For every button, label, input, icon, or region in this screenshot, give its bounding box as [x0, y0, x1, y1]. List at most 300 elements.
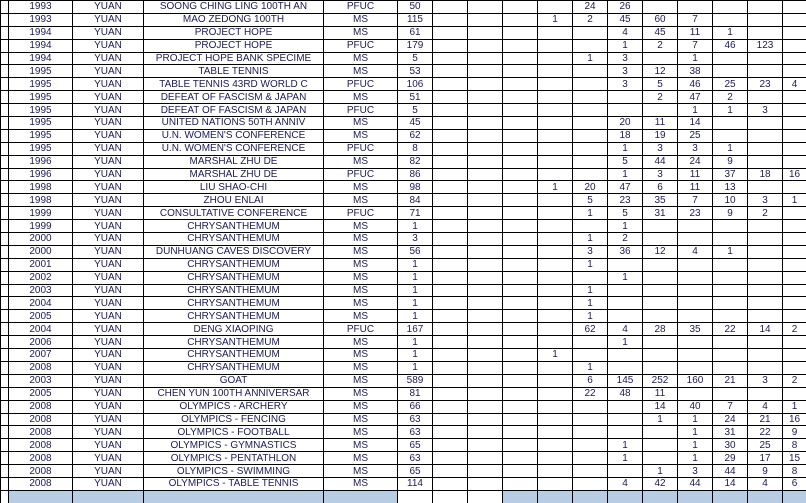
cell-grade[interactable]: MS — [324, 194, 398, 207]
cell-value[interactable]: 3 — [608, 65, 643, 78]
cell-value[interactable]: 25 — [678, 129, 713, 142]
cell-value[interactable] — [433, 297, 468, 310]
cell-value[interactable]: 21 — [748, 413, 783, 426]
cell-year[interactable]: 2008 — [9, 400, 73, 413]
cell-value[interactable]: 4 — [608, 477, 643, 490]
cell-year[interactable]: 1993 — [9, 1, 73, 14]
cell-value[interactable] — [678, 1, 713, 14]
cell-value[interactable]: 17 — [748, 452, 783, 465]
selection-sliver-cell[interactable] — [713, 490, 748, 503]
cell-count[interactable]: 86 — [398, 168, 433, 181]
cell-value[interactable] — [608, 297, 643, 310]
cell-value[interactable]: 160 — [678, 374, 713, 387]
selection-sliver-cell[interactable] — [608, 490, 643, 503]
cell-value[interactable] — [748, 1, 783, 14]
cell-value[interactable] — [468, 452, 503, 465]
cell-grade[interactable]: MS — [324, 233, 398, 246]
cell-value[interactable] — [608, 91, 643, 104]
cell-unit[interactable]: YUAN — [73, 52, 144, 65]
cell-value[interactable]: 20 — [573, 181, 608, 194]
cell-year[interactable]: 1993 — [9, 13, 73, 26]
cell-count[interactable]: 53 — [398, 65, 433, 78]
cell-value[interactable] — [468, 271, 503, 284]
cell-value[interactable]: 62 — [573, 323, 608, 336]
cell-value[interactable] — [503, 439, 538, 452]
cell-value[interactable]: 1 — [608, 220, 643, 233]
cell-description[interactable]: DENG XIAOPING — [144, 323, 324, 336]
cell-value[interactable]: 1 — [573, 297, 608, 310]
cell-value[interactable] — [538, 220, 573, 233]
cell-value[interactable] — [503, 194, 538, 207]
cell-value[interactable]: 21 — [713, 374, 748, 387]
cell-grade[interactable]: MS — [324, 258, 398, 271]
cell-value[interactable]: 14 — [643, 400, 678, 413]
cell-value[interactable]: 23 — [748, 78, 783, 91]
cell-value[interactable]: 3 — [748, 374, 783, 387]
cell-unit[interactable]: YUAN — [73, 168, 144, 181]
cell-value[interactable] — [468, 129, 503, 142]
cell-count[interactable]: 62 — [398, 129, 433, 142]
cell-value[interactable] — [503, 220, 538, 233]
cell-value[interactable] — [573, 426, 608, 439]
cell-grade[interactable]: MS — [324, 361, 398, 374]
cell-unit[interactable]: YUAN — [73, 310, 144, 323]
cell-value[interactable] — [783, 271, 806, 284]
cell-unit[interactable]: YUAN — [73, 336, 144, 349]
cell-value[interactable] — [643, 349, 678, 362]
cell-unit[interactable]: YUAN — [73, 452, 144, 465]
cell-value[interactable] — [573, 452, 608, 465]
cell-value[interactable] — [573, 26, 608, 39]
cell-value[interactable] — [748, 129, 783, 142]
cell-value[interactable]: 2 — [643, 91, 678, 104]
cell-value[interactable] — [573, 477, 608, 490]
cell-value[interactable] — [608, 465, 643, 478]
cell-value[interactable] — [783, 155, 806, 168]
cell-value[interactable] — [643, 426, 678, 439]
cell-unit[interactable]: YUAN — [73, 117, 144, 130]
cell-value[interactable] — [783, 26, 806, 39]
cell-value[interactable] — [538, 26, 573, 39]
cell-value[interactable] — [573, 465, 608, 478]
cell-value[interactable] — [713, 310, 748, 323]
cell-value[interactable]: 23 — [608, 194, 643, 207]
cell-value[interactable] — [468, 336, 503, 349]
cell-value[interactable] — [433, 310, 468, 323]
cell-year[interactable]: 1999 — [9, 207, 73, 220]
cell-grade[interactable]: MS — [324, 387, 398, 400]
cell-value[interactable] — [748, 142, 783, 155]
cell-value[interactable] — [468, 374, 503, 387]
cell-value[interactable]: 2 — [608, 233, 643, 246]
cell-count[interactable]: 98 — [398, 181, 433, 194]
cell-value[interactable]: 1 — [678, 426, 713, 439]
cell-description[interactable]: SOONG CHING LING 100TH AN — [144, 1, 324, 14]
cell-value[interactable] — [748, 245, 783, 258]
cell-value[interactable]: 19 — [643, 129, 678, 142]
cell-value[interactable] — [678, 258, 713, 271]
selection-sliver-cell[interactable] — [643, 490, 678, 503]
cell-value[interactable] — [538, 284, 573, 297]
cell-unit[interactable]: YUAN — [73, 387, 144, 400]
cell-value[interactable]: 1 — [678, 104, 713, 117]
cell-description[interactable]: CHEN YUN 100TH ANNIVERSAR — [144, 387, 324, 400]
cell-value[interactable]: 6 — [643, 181, 678, 194]
cell-value[interactable] — [503, 245, 538, 258]
cell-value[interactable]: 1 — [573, 52, 608, 65]
cell-value[interactable]: 1 — [713, 245, 748, 258]
cell-value[interactable] — [713, 361, 748, 374]
cell-value[interactable] — [503, 117, 538, 130]
cell-value[interactable]: 1 — [678, 413, 713, 426]
cell-value[interactable] — [643, 284, 678, 297]
cell-count[interactable]: 5 — [398, 104, 433, 117]
selection-sliver-cell[interactable] — [9, 490, 73, 503]
cell-value[interactable] — [643, 52, 678, 65]
cell-value[interactable] — [538, 477, 573, 490]
cell-value[interactable] — [748, 220, 783, 233]
cell-description[interactable]: GOAT — [144, 374, 324, 387]
selection-sliver-cell[interactable] — [783, 490, 806, 503]
cell-grade[interactable]: PFUC — [324, 142, 398, 155]
cell-year[interactable]: 2000 — [9, 233, 73, 246]
cell-value[interactable] — [468, 194, 503, 207]
cell-value[interactable]: 1 — [608, 439, 643, 452]
cell-value[interactable] — [713, 284, 748, 297]
cell-grade[interactable]: MS — [324, 349, 398, 362]
cell-value[interactable]: 6 — [783, 477, 806, 490]
cell-value[interactable] — [783, 233, 806, 246]
cell-description[interactable]: CONSULTATIVE CONFERENCE — [144, 207, 324, 220]
cell-description[interactable]: DEFEAT OF FASCISM & JAPAN — [144, 104, 324, 117]
cell-value[interactable] — [783, 142, 806, 155]
cell-year[interactable]: 1994 — [9, 52, 73, 65]
cell-value[interactable] — [503, 129, 538, 142]
cell-unit[interactable]: YUAN — [73, 1, 144, 14]
cell-value[interactable] — [783, 181, 806, 194]
cell-value[interactable] — [748, 233, 783, 246]
cell-value[interactable]: 11 — [678, 168, 713, 181]
cell-value[interactable] — [468, 349, 503, 362]
cell-value[interactable] — [503, 104, 538, 117]
cell-value[interactable]: 1 — [643, 413, 678, 426]
cell-value[interactable]: 14 — [678, 117, 713, 130]
cell-value[interactable] — [433, 155, 468, 168]
cell-value[interactable]: 2 — [713, 91, 748, 104]
cell-value[interactable] — [468, 413, 503, 426]
cell-value[interactable] — [643, 452, 678, 465]
cell-grade[interactable]: MS — [324, 155, 398, 168]
cell-value[interactable]: 35 — [678, 323, 713, 336]
cell-description[interactable]: U.N. WOMEN'S CONFERENCE — [144, 142, 324, 155]
cell-grade[interactable]: MS — [324, 129, 398, 142]
cell-value[interactable] — [573, 400, 608, 413]
cell-value[interactable]: 1 — [713, 142, 748, 155]
cell-value[interactable]: 3 — [608, 52, 643, 65]
cell-year[interactable]: 1995 — [9, 104, 73, 117]
cell-grade[interactable]: MS — [324, 284, 398, 297]
cell-count[interactable]: 50 — [398, 1, 433, 14]
cell-year[interactable]: 1998 — [9, 181, 73, 194]
cell-value[interactable] — [468, 477, 503, 490]
cell-count[interactable]: 1 — [398, 258, 433, 271]
cell-description[interactable]: CHRYSANTHEMUM — [144, 336, 324, 349]
cell-value[interactable] — [643, 361, 678, 374]
cell-description[interactable]: OLYMPICS - PENTATHLON — [144, 452, 324, 465]
cell-value[interactable] — [468, 13, 503, 26]
cell-value[interactable] — [783, 129, 806, 142]
cell-value[interactable] — [713, 1, 748, 14]
cell-value[interactable] — [433, 426, 468, 439]
cell-value[interactable] — [433, 39, 468, 52]
cell-value[interactable]: 2 — [573, 13, 608, 26]
cell-value[interactable] — [748, 181, 783, 194]
cell-value[interactable] — [643, 104, 678, 117]
cell-value[interactable] — [433, 400, 468, 413]
cell-value[interactable]: 3 — [643, 142, 678, 155]
cell-unit[interactable]: YUAN — [73, 129, 144, 142]
cell-unit[interactable]: YUAN — [73, 258, 144, 271]
cell-value[interactable] — [538, 336, 573, 349]
cell-description[interactable]: CHRYSANTHEMUM — [144, 258, 324, 271]
cell-value[interactable] — [538, 117, 573, 130]
cell-count[interactable]: 66 — [398, 400, 433, 413]
cell-value[interactable]: 15 — [783, 452, 806, 465]
cell-value[interactable] — [503, 310, 538, 323]
cell-year[interactable]: 2008 — [9, 477, 73, 490]
cell-description[interactable]: OLYMPICS - FOOTBALL — [144, 426, 324, 439]
cell-value[interactable]: 1 — [573, 284, 608, 297]
cell-value[interactable] — [503, 181, 538, 194]
cell-value[interactable]: 7 — [678, 194, 713, 207]
cell-value[interactable]: 13 — [713, 181, 748, 194]
cell-grade[interactable]: MS — [324, 181, 398, 194]
cell-value[interactable]: 20 — [608, 117, 643, 130]
cell-count[interactable]: 51 — [398, 91, 433, 104]
cell-count[interactable]: 179 — [398, 39, 433, 52]
cell-value[interactable]: 8 — [783, 439, 806, 452]
cell-count[interactable]: 1 — [398, 271, 433, 284]
cell-value[interactable]: 252 — [643, 374, 678, 387]
cell-count[interactable]: 167 — [398, 323, 433, 336]
cell-value[interactable] — [783, 220, 806, 233]
cell-value[interactable] — [468, 207, 503, 220]
cell-value[interactable] — [538, 129, 573, 142]
cell-value[interactable]: 1 — [643, 465, 678, 478]
cell-unit[interactable]: YUAN — [73, 220, 144, 233]
cell-grade[interactable]: MS — [324, 117, 398, 130]
cell-grade[interactable]: MS — [324, 426, 398, 439]
cell-count[interactable]: 61 — [398, 26, 433, 39]
cell-value[interactable] — [573, 271, 608, 284]
cell-value[interactable]: 29 — [713, 452, 748, 465]
cell-value[interactable]: 22 — [573, 387, 608, 400]
cell-value[interactable]: 24 — [573, 1, 608, 14]
cell-count[interactable]: 3 — [398, 233, 433, 246]
cell-value[interactable] — [748, 361, 783, 374]
cell-value[interactable]: 46 — [678, 78, 713, 91]
cell-value[interactable] — [783, 336, 806, 349]
selection-sliver-cell[interactable] — [538, 490, 573, 503]
cell-year[interactable]: 2008 — [9, 465, 73, 478]
cell-value[interactable]: 1 — [608, 452, 643, 465]
cell-value[interactable] — [503, 413, 538, 426]
cell-description[interactable]: OLYMPICS - GYMNASTICS — [144, 439, 324, 452]
cell-year[interactable]: 2003 — [9, 374, 73, 387]
cell-value[interactable] — [538, 1, 573, 14]
cell-year[interactable]: 2005 — [9, 310, 73, 323]
cell-value[interactable] — [503, 465, 538, 478]
cell-value[interactable] — [503, 233, 538, 246]
cell-count[interactable]: 56 — [398, 245, 433, 258]
cell-value[interactable]: 48 — [608, 387, 643, 400]
cell-year[interactable]: 1995 — [9, 78, 73, 91]
cell-value[interactable] — [783, 387, 806, 400]
cell-value[interactable] — [538, 465, 573, 478]
cell-value[interactable] — [503, 426, 538, 439]
cell-value[interactable] — [538, 194, 573, 207]
cell-description[interactable]: CHRYSANTHEMUM — [144, 233, 324, 246]
cell-value[interactable]: 3 — [748, 104, 783, 117]
cell-grade[interactable]: MS — [324, 400, 398, 413]
cell-description[interactable]: OLYMPICS - TABLE TENNIS — [144, 477, 324, 490]
cell-value[interactable] — [538, 452, 573, 465]
cell-description[interactable]: CHRYSANTHEMUM — [144, 284, 324, 297]
cell-value[interactable]: 3 — [678, 142, 713, 155]
cell-description[interactable]: CHRYSANTHEMUM — [144, 271, 324, 284]
cell-year[interactable]: 2008 — [9, 361, 73, 374]
cell-value[interactable] — [503, 168, 538, 181]
cell-count[interactable]: 106 — [398, 78, 433, 91]
cell-unit[interactable]: YUAN — [73, 413, 144, 426]
cell-value[interactable] — [433, 452, 468, 465]
cell-value[interactable]: 18 — [748, 168, 783, 181]
cell-value[interactable]: 4 — [678, 245, 713, 258]
cell-value[interactable] — [713, 349, 748, 362]
selection-sliver-cell[interactable] — [573, 490, 608, 503]
cell-count[interactable]: 1 — [398, 336, 433, 349]
cell-value[interactable] — [468, 142, 503, 155]
cell-grade[interactable]: MS — [324, 297, 398, 310]
cell-value[interactable] — [468, 297, 503, 310]
cell-value[interactable] — [503, 452, 538, 465]
cell-value[interactable] — [538, 245, 573, 258]
cell-description[interactable]: OLYMPICS - FENCING — [144, 413, 324, 426]
cell-description[interactable]: CHRYSANTHEMUM — [144, 310, 324, 323]
cell-description[interactable]: U.N. WOMEN'S CONFERENCE — [144, 129, 324, 142]
cell-value[interactable] — [468, 117, 503, 130]
cell-value[interactable] — [468, 387, 503, 400]
cell-value[interactable]: 1 — [713, 104, 748, 117]
cell-value[interactable] — [573, 168, 608, 181]
cell-value[interactable] — [538, 439, 573, 452]
cell-description[interactable]: ZHOU ENLAI — [144, 194, 324, 207]
cell-description[interactable]: UNITED NATIONS 50TH ANNIV — [144, 117, 324, 130]
selection-sliver-cell[interactable] — [468, 490, 503, 503]
cell-year[interactable]: 2008 — [9, 413, 73, 426]
cell-value[interactable] — [433, 284, 468, 297]
cell-value[interactable]: 38 — [678, 65, 713, 78]
cell-value[interactable]: 5 — [608, 207, 643, 220]
cell-value[interactable] — [643, 1, 678, 14]
cell-value[interactable] — [573, 91, 608, 104]
cell-value[interactable] — [748, 310, 783, 323]
cell-description[interactable]: PROJECT HOPE BANK SPECIME — [144, 52, 324, 65]
cell-value[interactable] — [573, 78, 608, 91]
cell-value[interactable] — [538, 52, 573, 65]
selection-sliver-cell[interactable] — [144, 490, 324, 503]
cell-value[interactable] — [433, 465, 468, 478]
cell-year[interactable]: 1998 — [9, 194, 73, 207]
cell-value[interactable]: 42 — [643, 477, 678, 490]
cell-value[interactable] — [573, 117, 608, 130]
cell-value[interactable]: 10 — [713, 194, 748, 207]
cell-value[interactable] — [783, 91, 806, 104]
cell-value[interactable]: 1 — [678, 452, 713, 465]
cell-unit[interactable]: YUAN — [73, 39, 144, 52]
cell-value[interactable] — [678, 233, 713, 246]
cell-unit[interactable]: YUAN — [73, 245, 144, 258]
cell-value[interactable]: 4 — [608, 323, 643, 336]
cell-value[interactable]: 7 — [713, 400, 748, 413]
cell-value[interactable] — [783, 13, 806, 26]
cell-value[interactable] — [538, 310, 573, 323]
cell-value[interactable] — [643, 271, 678, 284]
cell-value[interactable] — [748, 117, 783, 130]
cell-value[interactable] — [573, 413, 608, 426]
cell-value[interactable] — [538, 413, 573, 426]
cell-description[interactable]: TABLE TENNIS 43RD WORLD C — [144, 78, 324, 91]
selection-sliver-cell[interactable] — [503, 490, 538, 503]
cell-value[interactable]: 47 — [608, 181, 643, 194]
cell-value[interactable] — [783, 52, 806, 65]
cell-grade[interactable]: MS — [324, 52, 398, 65]
cell-value[interactable]: 1 — [573, 207, 608, 220]
selection-sliver-cell[interactable] — [1, 490, 9, 503]
selection-sliver-cell[interactable] — [433, 490, 468, 503]
cell-grade[interactable]: MS — [324, 465, 398, 478]
cell-description[interactable]: MAO ZEDONG 100TH — [144, 13, 324, 26]
cell-unit[interactable]: YUAN — [73, 323, 144, 336]
cell-value[interactable]: 1 — [573, 258, 608, 271]
cell-value[interactable] — [503, 1, 538, 14]
cell-value[interactable]: 28 — [643, 323, 678, 336]
cell-value[interactable] — [608, 104, 643, 117]
cell-count[interactable]: 71 — [398, 207, 433, 220]
cell-value[interactable] — [468, 104, 503, 117]
cell-grade[interactable]: PFUC — [324, 323, 398, 336]
cell-grade[interactable]: MS — [324, 374, 398, 387]
cell-value[interactable] — [433, 13, 468, 26]
cell-grade[interactable]: PFUC — [324, 39, 398, 52]
cell-value[interactable] — [503, 52, 538, 65]
cell-value[interactable] — [678, 310, 713, 323]
cell-year[interactable]: 2002 — [9, 271, 73, 284]
cell-value[interactable] — [608, 400, 643, 413]
cell-unit[interactable]: YUAN — [73, 26, 144, 39]
cell-value[interactable]: 145 — [608, 374, 643, 387]
cell-description[interactable]: PROJECT HOPE — [144, 39, 324, 52]
cell-value[interactable] — [573, 129, 608, 142]
cell-value[interactable] — [468, 258, 503, 271]
cell-value[interactable] — [433, 477, 468, 490]
cell-value[interactable]: 4 — [748, 477, 783, 490]
cell-value[interactable] — [468, 52, 503, 65]
selection-sliver-cell[interactable] — [678, 490, 713, 503]
cell-value[interactable] — [503, 258, 538, 271]
cell-value[interactable] — [503, 271, 538, 284]
cell-value[interactable]: 45 — [608, 13, 643, 26]
